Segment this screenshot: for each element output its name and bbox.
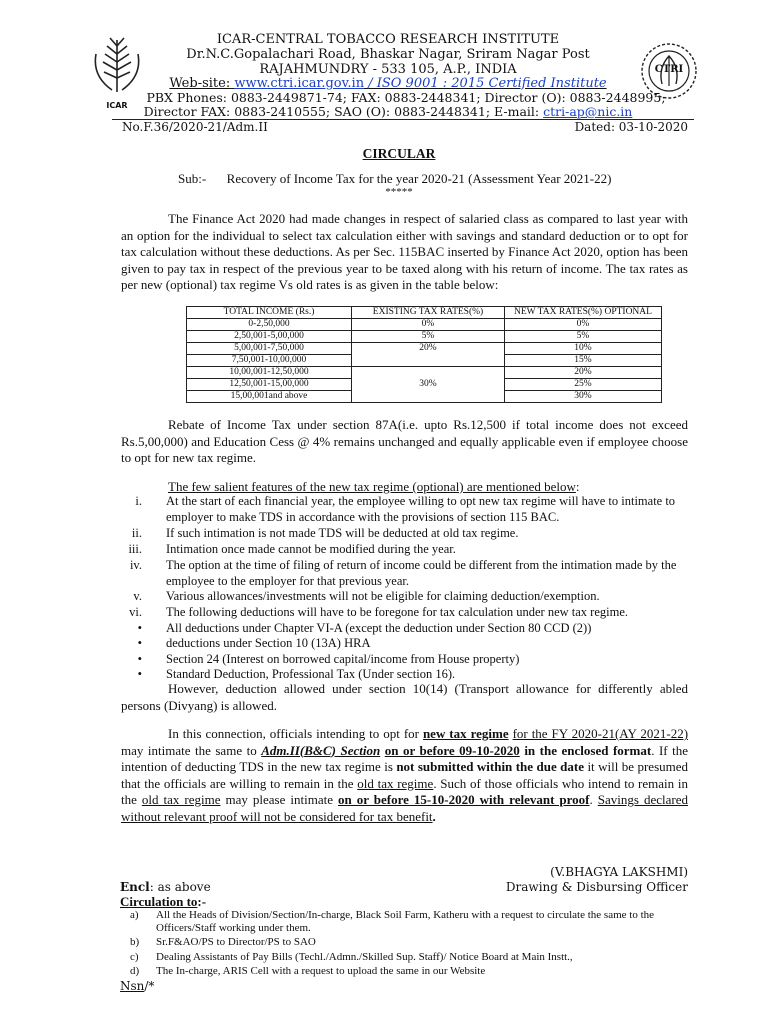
list-text: The option at the time of filing of return of income could be different from the intimation made by the employee to the employer for that previous year. xyxy=(166,558,677,588)
circulation-text: All the Heads of Division/Section/In-charge, Black Soil Farm, Katheru with a request to circulate the same to the Officers/Staff working under them. xyxy=(156,909,655,934)
list-text: Intimation once made cannot be modified during the year. xyxy=(166,542,456,556)
signatory-name: (V.BHAGYA LAKSHMI) xyxy=(550,865,688,879)
bullet-icon: • xyxy=(137,667,142,681)
icar-logo-text: ICAR xyxy=(106,101,128,110)
address-line-2: RAJAHMUNDRY - 533 105, A.P., INDIA xyxy=(259,62,517,77)
new-rate: 30% xyxy=(505,391,662,403)
table-header-row xyxy=(187,307,662,319)
features-heading-colon: : xyxy=(575,479,580,494)
director-fax-line xyxy=(118,104,658,119)
list-text: If such intimation is not made TDS will be deducted at old tax regime. xyxy=(166,526,519,540)
signatory-designation: Drawing & Disbursing Officer xyxy=(505,880,688,894)
director-fax-text: Director FAX: 0883-2410555; SAO (O): 0883-2448341; E-mail: xyxy=(143,104,540,119)
enclosure-label: Encl xyxy=(120,880,150,894)
intro-paragraph xyxy=(121,211,688,294)
table-row xyxy=(187,343,662,355)
header-existing-rates: EXISTING TAX RATES(%) xyxy=(352,307,505,319)
instr-old-regime: old tax regime xyxy=(141,792,221,807)
circulation-marker: a) xyxy=(130,909,139,921)
instr-text: . xyxy=(432,808,436,824)
income-slab: 7,50,001-10,00,000 xyxy=(187,355,352,367)
income-slab: 10,00,001-12,50,000 xyxy=(187,367,352,379)
circulation-heading-text: Circulation to xyxy=(120,894,198,909)
table-row xyxy=(187,331,662,343)
income-slab: 15,00,001and above xyxy=(187,391,352,403)
phones-line: PBX Phones: 0883-2449871-74; FAX: 0883-2448341; Director (O): 0883-2448995; xyxy=(146,90,666,105)
new-rate: 15% xyxy=(505,355,662,367)
instr-text: . If the intention of deducting TDS in the new tax regime is xyxy=(121,742,689,774)
income-slab: 5,00,001-7,50,000 xyxy=(187,343,352,355)
circulation-text: Sr.F&AO/PS to Director/PS to SAO xyxy=(156,936,316,948)
existing-rate: 30% xyxy=(352,367,505,403)
new-rate: 25% xyxy=(505,379,662,391)
instr-text: it will be presumed that the officials are willing to remain in the xyxy=(121,759,689,791)
reference-number: No.F.36/2020-21/Adm.II xyxy=(122,120,268,134)
instr-old-regime: old tax regime xyxy=(357,775,434,791)
website-line xyxy=(118,76,658,91)
footer-nsn: Nsn xyxy=(120,979,145,993)
footer-suffix: /* xyxy=(144,979,155,993)
header-new-rates: NEW TAX RATES(%) OPTIONAL xyxy=(505,307,662,319)
list-marker: vi. xyxy=(129,605,142,619)
tax-rate-table xyxy=(186,306,662,403)
list-marker: ii. xyxy=(131,526,142,540)
circulation-text: Dealing Assistants of Pay Bills (Techl./Admn./Skilled Sup. Staff)/ Notice Board at Main Instt., xyxy=(156,951,573,963)
iso-certification: / ISO 9001 : 2015 Certified Institute xyxy=(368,76,607,91)
features-heading xyxy=(168,479,580,495)
bullet-text: Section 24 (Interest on borrowed capital/income from House property) xyxy=(166,652,520,666)
institute-name: ICAR-CENTRAL TOBACCO RESEARCH INSTITUTE xyxy=(216,32,560,47)
bullet-text: All deductions under Chapter VI-A (except the deduction under Section 80 CCD (2)) xyxy=(166,621,592,635)
subject-line xyxy=(178,171,611,187)
existing-rate: 0% xyxy=(352,319,505,331)
instr-deadline-1: on or before 09-10-2020 xyxy=(384,742,520,758)
circulation-marker: b) xyxy=(130,936,140,948)
list-text: At the start of each financial year, the employee willing to opt new tax regime will have to intimate to employer to make TDS in accordance with the provisions of section 115 BAC. xyxy=(166,494,676,524)
however-text: However, deduction allowed under section 10(14) (Transport allowance for differently abled persons (Divyang) is allowed. xyxy=(121,681,688,713)
subject-text: Recovery of Income Tax for the year 2020-21 (Assessment Year 2021-22) xyxy=(226,171,612,186)
instr-text: may intimate the same to xyxy=(121,742,262,758)
circulation-marker: c) xyxy=(130,951,139,963)
subject-stars: ***** xyxy=(385,186,413,198)
enclosure-line xyxy=(120,880,211,894)
income-slab: 12,50,001-15,00,000 xyxy=(187,379,352,391)
existing-rate: 20% xyxy=(352,343,505,367)
instr-not-submitted: not submitted within the due date xyxy=(396,759,584,774)
instr-new-tax-regime: new tax regime xyxy=(422,726,509,741)
instructions-paragraph xyxy=(121,726,688,825)
website-label: Web-site: xyxy=(169,76,231,91)
footer-initials xyxy=(120,979,154,993)
income-slab: 2,50,001-5,00,000 xyxy=(187,331,352,343)
list-marker: iii. xyxy=(128,542,142,556)
instr-deadline-2: on or before 15-10-2020 with relevant proof xyxy=(338,792,590,807)
address-line-1: Dr.N.C.Gopalachari Road, Bhaskar Nagar, Sriram Nagar Post xyxy=(186,47,590,62)
bullet-text: Standard Deduction, Professional Tax (Under section 16). xyxy=(166,667,456,681)
header-total-income: TOTAL INCOME (Rs.) xyxy=(187,307,352,319)
ctri-logo-text: CTRI xyxy=(654,64,684,75)
however-paragraph xyxy=(121,681,688,714)
table-row xyxy=(187,367,662,379)
circulation-text: The In-charge, ARIS Cell with a request to upload the same in our Website xyxy=(156,965,486,977)
list-marker: iv. xyxy=(129,558,142,572)
list-marker: i. xyxy=(135,494,142,508)
rebate-paragraph xyxy=(121,417,688,467)
bullet-icon: • xyxy=(137,652,142,666)
circulation-heading-suffix: :- xyxy=(197,894,207,909)
table-row xyxy=(187,319,662,331)
enclosure-text: : as above xyxy=(149,880,211,894)
new-rate: 5% xyxy=(505,331,662,343)
list-marker: v. xyxy=(133,589,142,603)
subject-label: Sub:- xyxy=(178,171,207,186)
rebate-paragraph-text: Rebate of Income Tax under section 87A(i.e. upto Rs.12,500 if total income does not exceed Rs.5,00,000) and Education Cess @ 4% remains unchanged and equally applicable even if employee choose to opt for new tax regime. xyxy=(121,417,688,465)
instr-savings-note: Savings declared without relevant proof will not be considered for tax benefit xyxy=(121,792,688,824)
circular-date: Dated: 03-10-2020 xyxy=(574,120,688,134)
circulation-heading xyxy=(120,894,206,910)
bullet-icon: • xyxy=(137,636,142,650)
bullet-text: deductions under Section 10 (13A) HRA xyxy=(166,636,371,650)
income-slab: 0-2,50,000 xyxy=(187,319,352,331)
new-rate: 0% xyxy=(505,319,662,331)
instr-text: may please intimate xyxy=(220,792,338,807)
existing-rate: 5% xyxy=(352,331,505,343)
instr-section: Adm.II(B&C) Section xyxy=(261,742,381,758)
bullet-icon: • xyxy=(137,621,142,635)
email-link[interactable]: ctri-ap@nic.in xyxy=(543,104,633,119)
website-link[interactable]: www.ctri.icar.gov.in xyxy=(234,76,365,91)
instr-fy: for the FY 2020-21(AY 2021-22) xyxy=(512,726,689,741)
new-rate: 10% xyxy=(505,343,662,355)
list-text: The following deductions will have to be foregone for tax calculation under new tax regime. xyxy=(166,605,628,619)
circulation-marker: d) xyxy=(130,965,140,977)
circular-title: CIRCULAR xyxy=(362,146,436,161)
intro-paragraph-text: The Finance Act 2020 had made changes in respect of salaried class as compared to last year with an option for the individual to select tax calculation either with savings and standard deduction or to opt for tax calculation without these deductions. As per Sec. 115BAC inserted by Finance Act 2020, option has been given to pay tax in respect of the previous year to be taxed along with his return of income. The tax rates as per new (optional) tax regime Vs old rates is as given in the table below: xyxy=(121,211,688,292)
features-heading-text: The few salient features of the new tax regime (optional) are mentioned below xyxy=(168,479,576,494)
instr-enclosed-format: in the enclosed format xyxy=(519,742,652,758)
list-text: Various allowances/investments will not be eligible for claiming deduction/exemption. xyxy=(166,589,600,603)
instr-text: . Such of those officials who intend to remain in the xyxy=(121,775,688,807)
instr-text: In this connection, officials intending to opt for xyxy=(168,726,423,741)
instr-text: . xyxy=(589,792,598,807)
new-rate: 20% xyxy=(505,367,662,379)
